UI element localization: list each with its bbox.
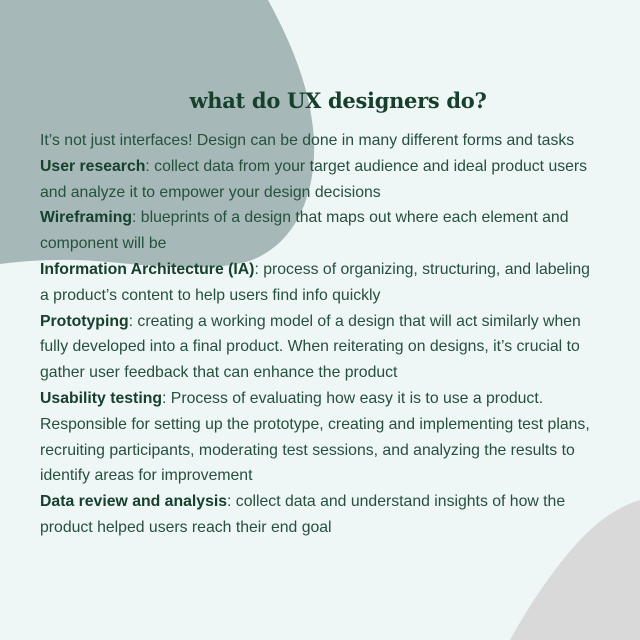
list-item-prototyping <box>40 309 600 386</box>
term-label: Usability testing <box>40 389 163 407</box>
list-item-usability-testing <box>40 386 600 489</box>
intro-text: It’s not just interfaces! Design can be done in many different forms and tasks <box>40 132 575 149</box>
term-description: : process of organizing, structuring, and labeling a product’s content to help users find info quickly <box>40 260 590 304</box>
term-label: User research <box>40 157 146 175</box>
page-title: what do UX designers do? <box>189 88 487 113</box>
list-item-wireframing <box>40 205 600 257</box>
term-label: Wireframing <box>40 209 133 227</box>
term-label: Data review and analysis <box>40 493 228 511</box>
term-description: : Process of evaluating how easy it is to use a product. Responsible for setting up the prototype, creating and implementing test plans, recruiting participants, moderating test sessions, and analyzing the results to identify areas for improvement <box>40 389 590 485</box>
list-item-user-research <box>40 154 600 206</box>
term-description: : blueprints of a design that maps out where each element and component will be <box>40 209 569 253</box>
list-item-data-review <box>40 489 600 541</box>
term-description: : collect data and understand insights of how the product helped users reach their end goal <box>40 493 566 536</box>
list-item-information-architecture <box>40 257 600 309</box>
term-description: : creating a working model of a design that will act similarly when fully developed into a final product. When reiterating on designs, it’s crucial to gather user feedback that can enhance the product <box>40 312 581 382</box>
content-area <box>40 86 600 541</box>
term-label: Information Architecture (IA) <box>40 260 255 278</box>
term-label: Prototyping <box>40 312 129 330</box>
term-description: : collect data from your target audience and ideal product users and analyze it to empower your design decisions <box>40 157 588 201</box>
